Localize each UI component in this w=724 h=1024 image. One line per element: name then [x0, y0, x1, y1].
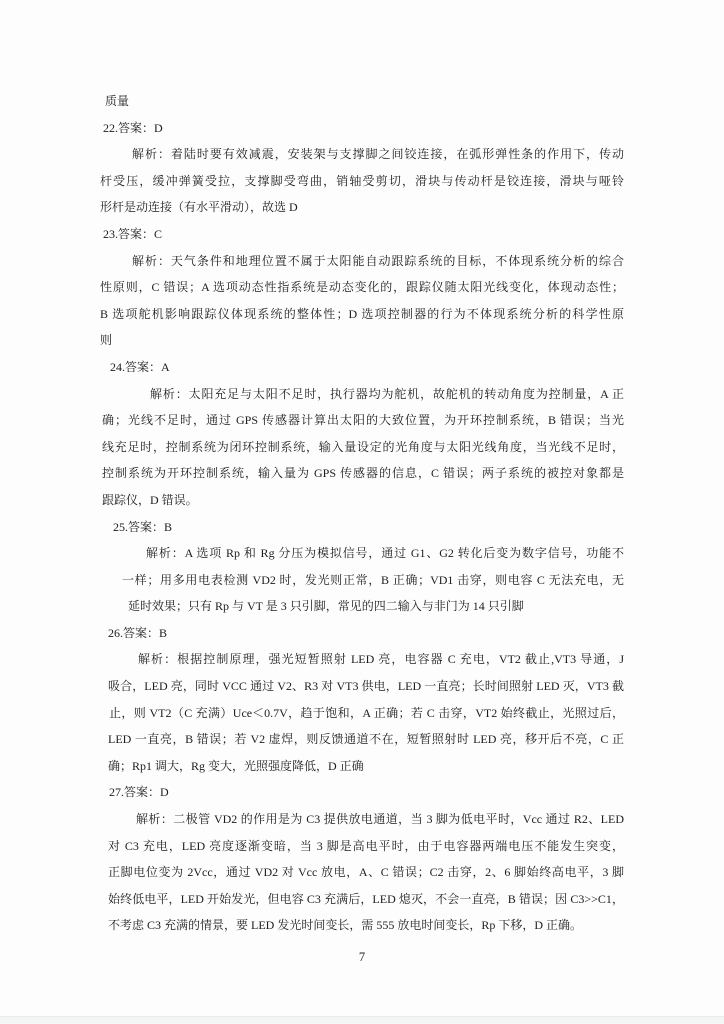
text-block	[100, 88, 624, 939]
text-line: 解析：天气条件和地理位置不属于太阳能自动跟踪系统的目标，不体现系统分析的综合	[132, 253, 624, 268]
text-line: 始终低电平，LED 开始发光，但电容 C3 充满后，LED 熄灭，不会一直亮，B 错误；因 C3>>C1，	[108, 891, 624, 906]
text-line: B 选项舵机影响跟踪仪体现系统的整体性；D 选项控制器的行为不体现系统分析的科学性原	[100, 306, 624, 321]
text-line: 性原则，C 错误；A 选项动态性指系统是动态变化的，跟踪仪随太阳光线变化，体现动态性；	[100, 280, 624, 295]
text-line: 吸合，LED 亮，同时 VCC 通过 V2、R3 对 VT3 供电，LED 一直亮；长时间照射 LED 灭，VT3 截	[108, 679, 624, 694]
text-line: 控制系统为开环控制系统，输入量为 GPS 传感器的信息，C 错误；两子系统的被控对象都是	[102, 466, 624, 481]
text-line: 解析：根据控制原理，强光短暂照射 LED 亮，电容器 C 充电，VT2 截止,VT3 导通，J	[138, 652, 624, 667]
text-line: 确；光线不足时，通过 GPS 传感器计算出太阳的大致位置，为开环控制系统，B 错误；当光	[102, 413, 624, 428]
text-line: 不考虑 C3 充满的情景，要 LED 发光时间变长，需 555 放电时间变长，Rp 下移，D 正确。	[108, 918, 583, 933]
text-line: 确；Rp1 调大，Rg 变大，光照强度降低，D 正确	[108, 758, 364, 773]
text-line: 解析：太阳充足与太阳不足时，执行器均为舵机，故舵机的转动角度为控制量，A 正	[150, 386, 624, 401]
text-line: 止，则 VT2（C 充满）Uce＜0.7V，趋于饱和，A 正确；若 C 击穿，VT2 始终截止，光照过后，	[109, 705, 624, 720]
answer-line: 27.答案：D	[109, 785, 169, 800]
answer-line: 24.答案：A	[110, 359, 170, 374]
text-line: 质量	[105, 94, 130, 108]
answer-line: 23.答案：C	[103, 226, 163, 241]
text-line: 形杆是动连接（有水平滑动），故选 D	[100, 200, 298, 215]
text-line: 延时效果；只有 Rp 与 VT 是 3 只引脚，常见的四二输入与非门为 14 只引脚	[128, 599, 524, 614]
text-line: 对 C3 充电，LED 亮度逐渐变暗，当 3 脚是高电平时，由于电容器两端电压不能发生突变，	[108, 838, 624, 853]
text-line: 解析：二极管 VD2 的作用是为 C3 提供放电通道，当 3 脚为低电平时，Vcc 通过 R2、LED	[136, 812, 624, 827]
answer-line: 26.答案：B	[108, 625, 168, 640]
text-line: 则	[100, 333, 113, 348]
answer-line: 22.答案：D	[103, 120, 163, 135]
page-number: 7	[358, 950, 366, 964]
text-line: LED 一直亮，B 错误；若 V2 虚焊，则反馈通道不在，短暂照射时 LED 亮，移开后不亮，C 正	[108, 732, 624, 747]
text-line: 解析：A 选项 Rp 和 Rg 分压为模拟信号，通过 G1、G2 转化后变为数字信号，功能不	[146, 546, 624, 561]
text-line: 正脚电位变为 2Vcc，通过 VD2 对 Vcc 放电，A、C 错误；C2 击穿，2、6 脚始终高电平，3 脚	[108, 865, 624, 880]
text-line: 线充足时，控制系统为闭环控制系统，输入量设定的光角度与太阳光线角度，当光线不足时，	[102, 439, 624, 454]
text-line: 杆受压，缓冲弹簧受拉，支撑脚受弯曲，销轴受剪切，滑块与传动杆是铰连接，滑块与哑铃	[100, 173, 624, 188]
answer-line: 25.答案：B	[113, 519, 173, 534]
text-line: 跟踪仪，D 错误。	[102, 492, 198, 507]
text-line: 解析：着陆时要有效减震，安装架与支撑脚之间铰连接，在弧形弹性条的作用下，传动	[132, 147, 624, 162]
page-bottom-edge	[0, 1016, 724, 1024]
text-line: 一样；用多用电表检测 VD2 时，发光则正常，B 正确；VD1 击穿，则电容 C 无法充电，无	[122, 572, 624, 587]
